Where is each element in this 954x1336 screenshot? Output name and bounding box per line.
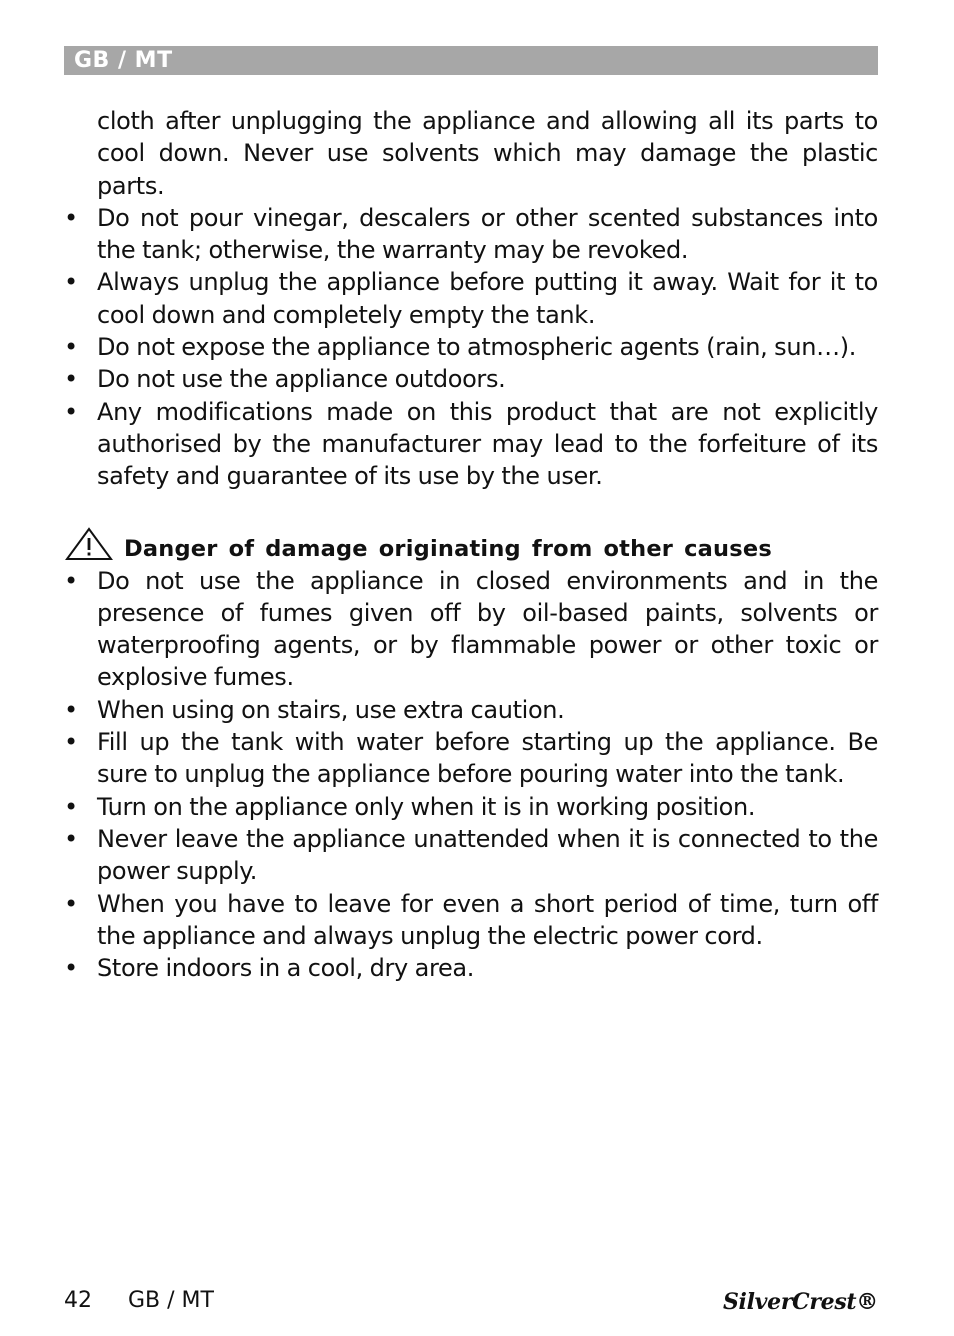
list-item xyxy=(64,202,878,267)
bullet-icon: • xyxy=(64,566,78,595)
list-item xyxy=(64,363,878,395)
list-item-text: Do not pour vinegar, descalers or other scented substances into the tank; otherwise, the warranty may be revoked. xyxy=(97,203,878,265)
bullet-icon: • xyxy=(64,333,78,362)
list-item-text: Do not use the appliance outdoors. xyxy=(97,365,506,394)
safety-list xyxy=(64,202,878,493)
bullet-icon: • xyxy=(64,203,78,232)
footer-label: GB / MT xyxy=(128,1288,214,1313)
bullet-icon: • xyxy=(64,792,78,821)
list-item-text: Always unplug the appliance before putting it away. Wait for it to cool down and completely empty the tank. xyxy=(97,268,878,329)
brand-logo: SilverCrest® xyxy=(722,1289,878,1315)
list-item-text: When you have to leave for even a short period of time, turn off the appliance and always unplug the electric power cord. xyxy=(97,889,878,950)
section-title-text: Danger of damage originating from other causes xyxy=(124,535,772,562)
list-item xyxy=(64,266,878,331)
list-item-text: Store indoors in a cool, dry area. xyxy=(97,954,475,983)
bullet-icon: • xyxy=(64,268,78,297)
bullet-icon: • xyxy=(64,695,78,724)
list-item-text: Never leave the appliance unattended when it is connected to the power supply. xyxy=(97,824,878,886)
list-item-text: When using on stairs, use extra caution. xyxy=(97,695,565,724)
intro-paragraph: cloth after unplugging the appliance and allowing all its parts to cool down. Never use solvents which may damage the plastic parts. xyxy=(97,107,878,200)
damage-list xyxy=(64,565,878,985)
list-item xyxy=(64,888,878,953)
bullet-icon: • xyxy=(64,397,78,426)
bullet-icon: • xyxy=(64,824,78,853)
list-item-text: Fill up the tank with water before starting up the appliance. Be sure to unplug the appliance before pouring water into the tank. xyxy=(97,728,878,789)
list-item xyxy=(64,823,878,888)
bullet-icon: • xyxy=(64,365,78,394)
bullet-icon: • xyxy=(64,889,78,918)
bullet-icon: • xyxy=(64,954,78,983)
list-item xyxy=(64,726,878,791)
bullet-icon: • xyxy=(64,728,78,757)
list-item xyxy=(64,952,878,984)
main-content xyxy=(64,105,878,984)
list-item-text: Do not use the appliance in closed environments and in the presence of fumes given off by oil-based paints, solvents or waterproofing agents, or by flammable power or other toxic or explosive fumes. xyxy=(97,566,878,692)
section-heading xyxy=(64,533,878,565)
header-label: GB / MT xyxy=(74,48,173,73)
page-number: 42 xyxy=(64,1288,92,1313)
list-item xyxy=(64,565,878,694)
list-item-text: Any modifications made on this product that are not explicitly authorised by the manufacturer may lead to the forfeiture of its safety and guarantee of its use by the user. xyxy=(97,397,878,491)
header-bar xyxy=(64,46,878,75)
list-item xyxy=(64,396,878,493)
list-item-text: Turn on the appliance only when it is in working position. xyxy=(97,792,756,821)
warning-triangle-icon xyxy=(64,527,114,561)
list-item xyxy=(64,694,878,726)
list-item xyxy=(64,331,878,363)
list-item xyxy=(64,791,878,823)
list-item-text: Do not expose the appliance to atmospheric agents (rain, sun…). xyxy=(97,333,857,362)
